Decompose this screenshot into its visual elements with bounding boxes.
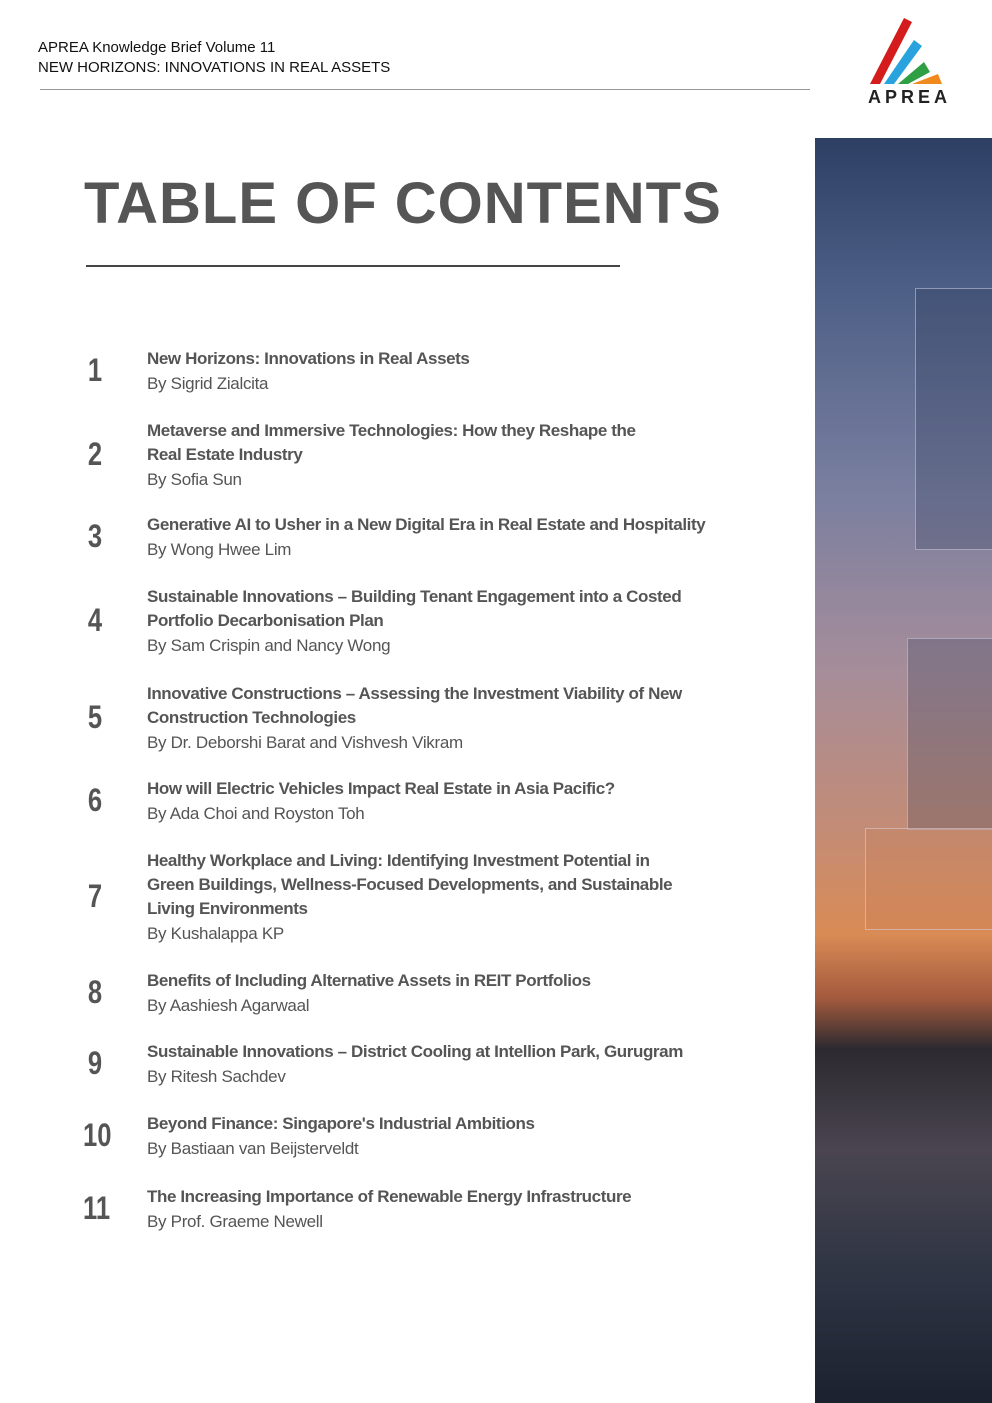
entry-number: 2 [87, 435, 103, 472]
aprea-logo-text: APREA [868, 87, 952, 107]
title-divider [86, 265, 620, 267]
entry-author: By Aashiesh Agarwaal [147, 996, 310, 1015]
entry-body [147, 777, 787, 826]
header-divider [40, 89, 810, 90]
entry-number: 10 [83, 1116, 112, 1153]
entry-number: 4 [87, 601, 103, 638]
entry-body [147, 513, 787, 562]
entry-title[interactable]: Living Environments [147, 899, 308, 918]
entry-body [147, 419, 787, 492]
entry-number: 6 [87, 781, 103, 818]
entry-author: By Kushalappa KP [147, 924, 284, 943]
entry-title[interactable]: The Increasing Importance of Renewable Energy Infrastructure [147, 1187, 632, 1206]
entry-body [147, 682, 787, 755]
entry-number: 3 [87, 517, 103, 554]
entry-title[interactable]: New Horizons: Innovations in Real Assets [147, 349, 470, 368]
entry-number: 11 [83, 1189, 111, 1226]
header-subtitle: NEW HORIZONS: INNOVATIONS IN REAL ASSETS [38, 59, 391, 76]
entry-author: By Dr. Deborshi Barat and Vishvesh Vikram [147, 733, 463, 752]
entry-title[interactable]: Green Buildings, Wellness-Focused Developments, and Sustainable [147, 875, 673, 894]
entry-body [147, 1112, 787, 1161]
entry-number: 7 [87, 877, 103, 914]
entry-body [147, 1040, 787, 1089]
entry-title[interactable]: Healthy Workplace and Living: Identifying Investment Potential in [147, 851, 650, 870]
entry-number: 1 [87, 351, 103, 388]
page-title: TABLE OF CONTENTS [84, 171, 722, 236]
entry-title[interactable]: How will Electric Vehicles Impact Real Estate in Asia Pacific? [147, 779, 615, 798]
entry-body [147, 969, 787, 1018]
entry-author: By Sigrid Zialcita [147, 374, 269, 393]
entry-author: By Ritesh Sachdev [147, 1067, 286, 1086]
entry-title[interactable]: Metaverse and Immersive Technologies: How they Reshape the [147, 421, 636, 440]
entry-title[interactable]: Sustainable Innovations – Building Tenant Engagement into a Costed [147, 587, 682, 606]
header-volume: APREA Knowledge Brief Volume 11 [38, 39, 276, 56]
entry-title[interactable]: Real Estate Industry [147, 445, 303, 464]
entry-author: By Ada Choi and Royston Toh [147, 804, 365, 823]
entry-author: By Sam Crispin and Nancy Wong [147, 636, 391, 655]
entry-title[interactable]: Generative AI to Usher in a New Digital Era in Real Estate and Hospitality [147, 515, 706, 534]
entry-body [147, 849, 787, 946]
document-header [38, 38, 390, 78]
entry-author: By Prof. Graeme Newell [147, 1212, 323, 1231]
entry-author: By Wong Hwee Lim [147, 540, 292, 559]
entry-title[interactable]: Innovative Constructions – Assessing the Investment Viability of New [147, 684, 682, 703]
entry-body [147, 585, 787, 658]
entry-title[interactable]: Benefits of Including Alternative Assets in REIT Portfolios [147, 971, 591, 990]
entry-title[interactable]: Construction Technologies [147, 708, 356, 727]
entry-author: By Sofia Sun [147, 470, 242, 489]
entry-number: 5 [87, 698, 103, 735]
entry-body [147, 1185, 787, 1234]
entry-number: 8 [87, 973, 103, 1010]
building-photo [815, 138, 992, 1403]
entry-title[interactable]: Sustainable Innovations – District Cooling at Intellion Park, Gurugram [147, 1042, 683, 1061]
entry-title[interactable]: Portfolio Decarbonisation Plan [147, 611, 384, 630]
entry-body [147, 347, 787, 396]
entry-author: By Bastiaan van Beijsterveldt [147, 1139, 359, 1158]
entry-number: 9 [87, 1044, 103, 1081]
entry-title[interactable]: Beyond Finance: Singapore's Industrial Ambitions [147, 1114, 535, 1133]
